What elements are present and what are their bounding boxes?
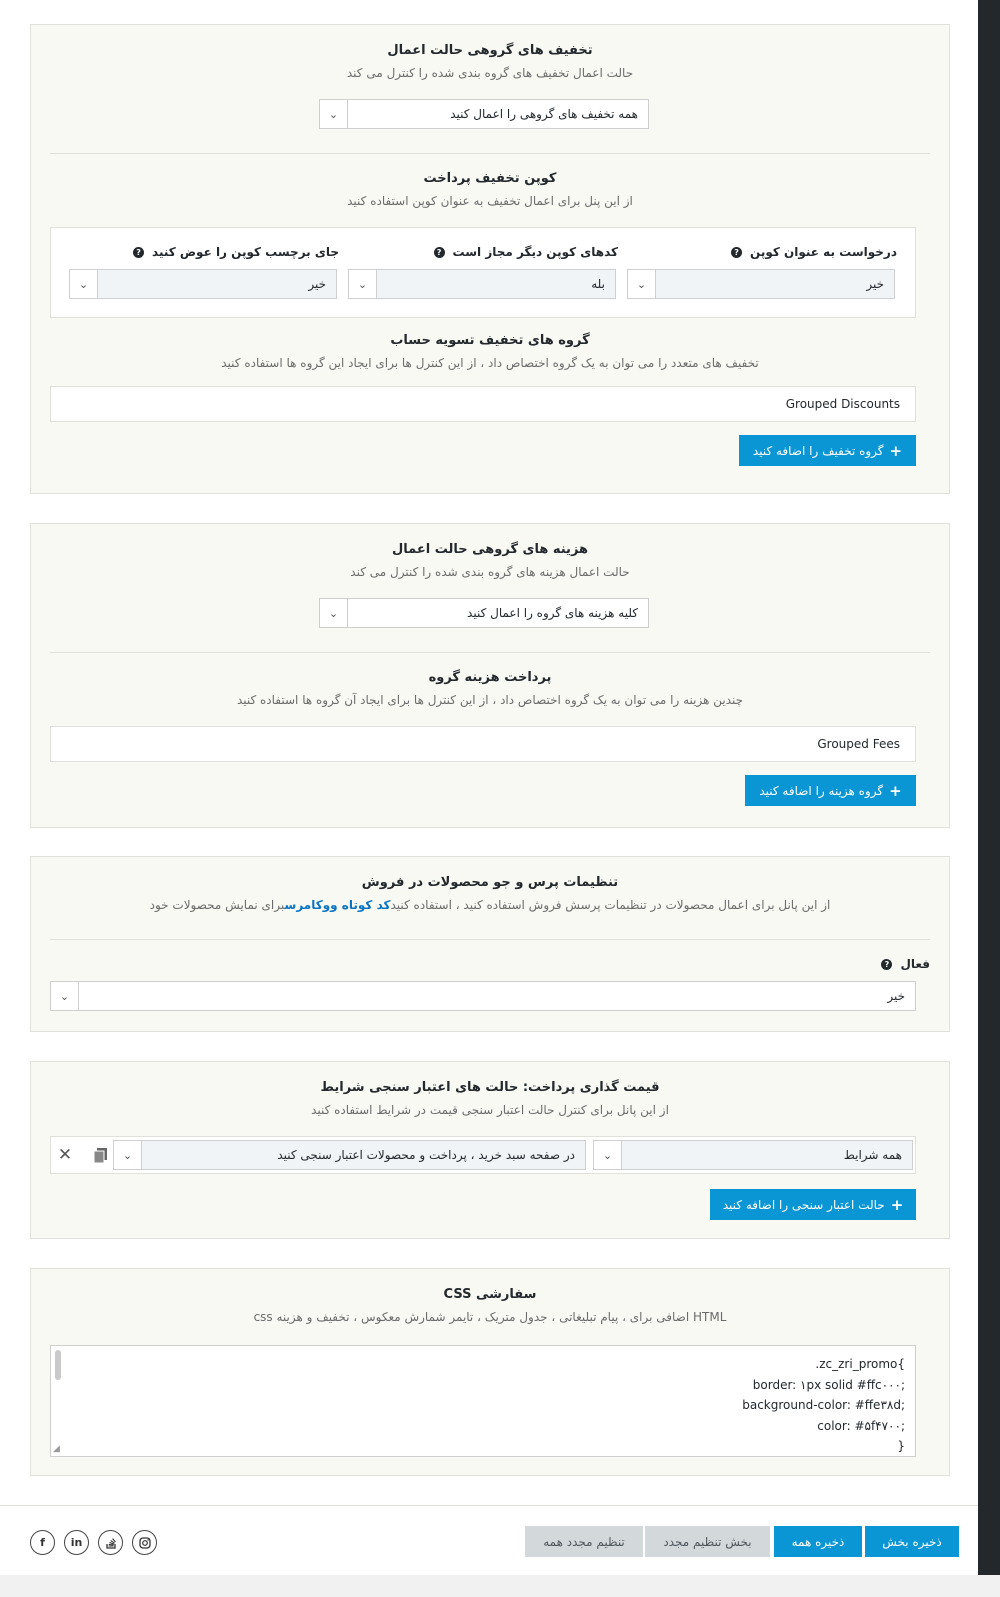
- plus-icon: +: [890, 1195, 904, 1214]
- section-divider: [50, 939, 930, 940]
- checkout-coupon-title: کوپن تخفیف پرداخت: [423, 171, 557, 186]
- product-query-description-start: از این پانل برای اعمال محصولات در تنظیمات پرسش فروش استفاده کنید ، استفاده کنید: [390, 898, 831, 912]
- css-line: border: ۱px solid #ffc۰۰۰;: [752, 1377, 905, 1392]
- add-discount-group-button[interactable]: [739, 435, 916, 466]
- plus-icon: +: [889, 441, 903, 460]
- resize-handle-icon[interactable]: ◢: [53, 1444, 60, 1454]
- custom-css-description: css اضافی برای ، پیام تبلیغاتی ، جدول متریک ، تایمر شمارش معکوس ، تخفیف و هزینه HTML: [253, 1310, 727, 1324]
- group-fees-mode-value: کلیه هزینه های گروه را اعمال کنید: [467, 606, 638, 620]
- css-code: [742, 1354, 905, 1457]
- plus-icon: +: [889, 781, 902, 800]
- product-query-panel: [30, 856, 950, 1032]
- css-line: }: [897, 1439, 905, 1453]
- help-icon[interactable]: ?: [434, 247, 445, 258]
- css-line: background-color: #ffe۳۸d;: [742, 1398, 905, 1412]
- product-query-title: تنظیمات پرس و جو محصولات در فروش: [361, 875, 619, 890]
- active-select[interactable]: [50, 981, 916, 1011]
- close-icon[interactable]: ✕: [57, 1145, 73, 1165]
- coupon-column-label: [434, 245, 618, 259]
- condition-select[interactable]: [593, 1140, 913, 1170]
- grouped-fees-row[interactable]: [50, 726, 916, 762]
- chevron-down-icon: ⌄: [51, 982, 79, 1010]
- custom-css-title: CSS سفارشی: [443, 1287, 537, 1302]
- condition-value: همه شرایط: [843, 1148, 902, 1162]
- facebook-icon[interactable]: f: [30, 1530, 55, 1555]
- grouped-discounts-label: Grouped Discounts: [785, 397, 900, 411]
- coupon-column-label: [133, 245, 339, 259]
- validation-mode-row: [50, 1136, 916, 1174]
- add-validation-mode-label: حالت اعتبار سنجی را اضافه کنید: [722, 1197, 885, 1212]
- help-icon[interactable]: ?: [133, 247, 144, 258]
- chevron-down-icon: ⌄: [349, 270, 377, 298]
- section-divider: [50, 652, 930, 653]
- save-section-button[interactable]: ذخیره بخش: [865, 1526, 959, 1557]
- instagram-icon[interactable]: [132, 1530, 157, 1555]
- grouped-discounts-row[interactable]: [50, 386, 916, 422]
- active-value: خیر: [887, 989, 905, 1003]
- checkout-coupon-description: از این پنل برای اعمال تخفیف به عنوان کوپن استفاده کنید: [347, 194, 633, 208]
- other-coupons-allowed-select[interactable]: [348, 269, 616, 299]
- coupon-settings-box: [50, 227, 916, 318]
- add-fee-group-button[interactable]: [745, 775, 916, 806]
- chevron-down-icon: ⌄: [320, 599, 348, 627]
- custom-css-panel: [30, 1268, 950, 1476]
- group-discounts-mode-description: حالت اعمال تخفیف های گروه بندی شده را کنترل می کند: [346, 66, 634, 80]
- chevron-down-icon: ⌄: [320, 100, 348, 128]
- fees-panel: [30, 523, 950, 828]
- add-fee-group-label: گروه هزینه را اضافه کنید: [759, 783, 884, 798]
- apply-as-coupon-value: خیر: [866, 277, 884, 291]
- css-line: color: #۵f۴۷۰۰;: [817, 1418, 905, 1433]
- validation-location-select[interactable]: [113, 1140, 586, 1170]
- group-discounts-mode-select[interactable]: [319, 99, 649, 129]
- product-query-description-end: برای نمایش محصولات خود: [149, 898, 285, 912]
- group-fees-mode-title: هزینه های گروهی حالت اعمال: [391, 542, 589, 557]
- reset-all-button[interactable]: تنظیم مجدد همه: [525, 1526, 643, 1557]
- css-line: .zc_zri_promo{: [815, 1357, 905, 1371]
- coupon-column-label: [731, 245, 897, 259]
- active-label: فعال: [900, 957, 930, 971]
- swap-coupon-label-label: جای برچسب کوپن را عوض کنید: [152, 245, 339, 259]
- other-coupons-allowed-label: کدهای کوپن دیگر مجاز است: [452, 245, 618, 259]
- group-discounts-mode-value: همه تخفیف های گروهی را اعمال کنید: [450, 107, 638, 121]
- chevron-down-icon: ⌄: [114, 1141, 142, 1169]
- page-bottom-strip: [0, 1575, 1000, 1597]
- custom-css-editor[interactable]: [50, 1345, 916, 1457]
- checkout-pricing-panel: [30, 1061, 950, 1239]
- swap-coupon-label-select[interactable]: [69, 269, 337, 299]
- product-query-description: [31, 898, 949, 912]
- chevron-down-icon: ⌄: [594, 1141, 622, 1169]
- group-fees-mode-description: حالت اعمال هزینه های گروه بندی شده را کنترل می کند: [350, 565, 630, 579]
- chevron-down-icon: ⌄: [70, 270, 98, 298]
- help-icon[interactable]: ?: [731, 247, 742, 258]
- swap-coupon-label-value: خیر: [308, 277, 326, 291]
- save-all-button[interactable]: ذخیره همه: [774, 1526, 862, 1557]
- admin-sidebar-edge: [978, 0, 1000, 1575]
- editor-scrollbar[interactable]: [55, 1350, 61, 1380]
- checkout-pricing-title: قیمت گذاری پرداخت: حالت های اعتبار سنجی شرایط: [320, 1080, 660, 1095]
- grouped-fees-label: Grouped Fees: [817, 737, 900, 751]
- reset-section-button[interactable]: بخش تنظیم مجدد: [645, 1526, 770, 1557]
- duplicate-icon[interactable]: [91, 1145, 109, 1165]
- help-icon[interactable]: ?: [881, 959, 892, 970]
- stackoverflow-icon[interactable]: [98, 1530, 123, 1555]
- group-fee-payment-title: پرداخت هزینه گروه: [428, 670, 552, 685]
- checkout-discount-groups-title: گروه های تخفیف تسویه حساب: [390, 333, 590, 348]
- checkout-discount-groups-description: تخفیف های متعدد را می توان به یک گروه اختصاص داد ، از این کنترل ها برای ایجاد این گروه ها استفاده کنید: [221, 356, 759, 370]
- group-fees-mode-select[interactable]: [319, 598, 649, 628]
- apply-as-coupon-select[interactable]: [627, 269, 895, 299]
- other-coupons-allowed-value: بله: [591, 277, 605, 291]
- footer-divider: [0, 1505, 978, 1506]
- add-discount-group-label: گروه تخفیف را اضافه کنید: [752, 443, 884, 458]
- checkout-pricing-description: از این پانل برای کنترل حالت اعتبار سنجی قیمت در شرایط استفاده کنید: [311, 1103, 669, 1117]
- validation-location-value: در صفحه سبد خرید ، پرداخت و محصولات اعتبار سنجی کنید: [277, 1148, 575, 1162]
- linkedin-icon[interactable]: in: [64, 1530, 89, 1555]
- apply-as-coupon-label: درخواست به عنوان کوپن: [750, 245, 897, 259]
- group-discounts-mode-title: تخفیف های گروهی حالت اعمال: [387, 43, 593, 58]
- group-fee-payment-description: چندین هزینه را می توان به یک گروه اختصاص داد ، از این کنترل ها برای ایجاد آن گروه ها استفاده کنید: [236, 693, 744, 707]
- woocommerce-shortcode-link[interactable]: کد کوتاه ووکامرس: [284, 898, 391, 912]
- chevron-down-icon: ⌄: [628, 270, 656, 298]
- add-validation-mode-button[interactable]: [710, 1189, 916, 1220]
- section-divider: [50, 153, 930, 154]
- active-field-label: [881, 957, 930, 971]
- discounts-panel: [30, 24, 950, 494]
